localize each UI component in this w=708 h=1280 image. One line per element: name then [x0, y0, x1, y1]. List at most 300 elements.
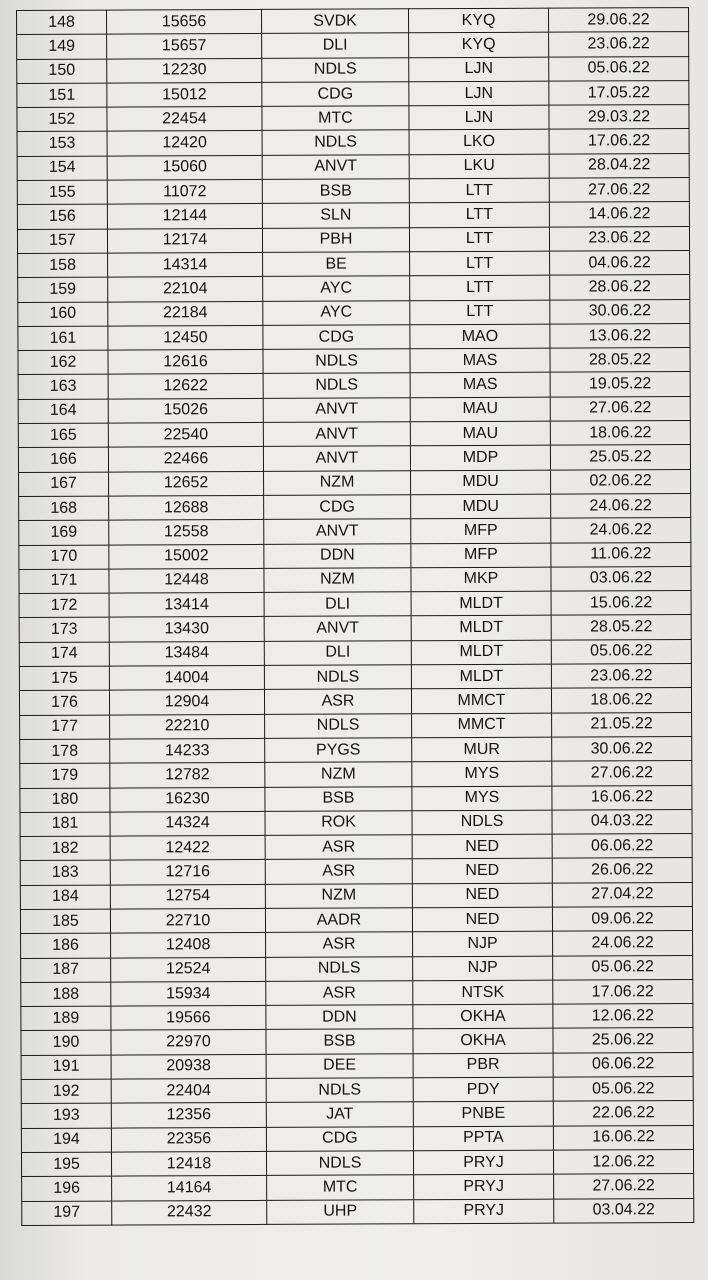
train-no-cell: 12616 — [108, 350, 263, 375]
train-no-cell: 15026 — [108, 398, 263, 423]
origin-station-cell: NDLS — [262, 57, 409, 82]
origin-station-cell: ANVT — [262, 155, 409, 180]
origin-station-cell: MTC — [267, 1175, 414, 1200]
destination-station-cell: NED — [412, 859, 552, 884]
origin-station-cell: ASR — [264, 689, 411, 714]
train-no-cell: 14233 — [110, 738, 265, 763]
serial-no-cell: 151 — [17, 83, 107, 108]
table-row — [17, 178, 689, 205]
train-table — [16, 7, 694, 1226]
train-no-cell: 12782 — [110, 763, 265, 788]
date-cell: 06.06.22 — [553, 1052, 693, 1077]
destination-station-cell: LTT — [409, 178, 549, 203]
date-cell: 24.06.22 — [551, 518, 691, 543]
train-no-cell: 12716 — [110, 860, 265, 885]
origin-station-cell: JAT — [266, 1102, 413, 1127]
origin-station-cell: BSB — [266, 1029, 413, 1054]
table-row — [17, 8, 689, 35]
table-row — [17, 32, 689, 59]
destination-station-cell: LTT — [409, 203, 549, 228]
train-no-cell: 12904 — [109, 690, 264, 715]
serial-no-cell: 187 — [21, 958, 111, 983]
serial-no-cell: 152 — [17, 107, 107, 132]
serial-no-cell: 177 — [20, 715, 110, 740]
train-no-cell: 15002 — [109, 544, 264, 569]
destination-station-cell: MDU — [411, 494, 551, 519]
origin-station-cell: SLN — [262, 203, 409, 228]
date-cell: 30.06.22 — [550, 299, 690, 324]
table-row — [21, 1004, 693, 1031]
destination-station-cell: LTT — [410, 275, 550, 300]
origin-station-cell: ASR — [266, 981, 413, 1006]
date-cell: 26.06.22 — [552, 858, 692, 883]
destination-station-cell: PDY — [413, 1077, 553, 1102]
destination-station-cell: LKO — [409, 130, 549, 155]
serial-no-cell: 159 — [18, 277, 108, 302]
train-no-cell: 12144 — [107, 204, 262, 229]
destination-station-cell: MFP — [411, 518, 551, 543]
table-row — [18, 251, 690, 278]
train-no-cell: 22404 — [111, 1078, 266, 1103]
train-no-cell: 14004 — [109, 665, 264, 690]
serial-no-cell: 194 — [21, 1128, 111, 1153]
table-row — [18, 372, 690, 399]
table-row — [21, 1150, 693, 1177]
origin-station-cell: MTC — [262, 106, 409, 131]
train-no-cell: 22432 — [112, 1200, 267, 1225]
table-row — [18, 421, 690, 448]
serial-no-cell: 163 — [18, 375, 108, 400]
date-cell: 23.06.22 — [549, 32, 689, 57]
serial-no-cell: 154 — [17, 156, 107, 181]
origin-station-cell: DDN — [266, 1005, 413, 1030]
train-no-cell: 12622 — [108, 374, 263, 399]
serial-no-cell: 161 — [18, 326, 108, 351]
destination-station-cell: MFP — [411, 543, 551, 568]
serial-no-cell: 191 — [21, 1055, 111, 1080]
train-no-cell: 14324 — [110, 811, 265, 836]
train-no-cell: 15657 — [107, 34, 262, 59]
origin-station-cell: NZM — [264, 470, 411, 495]
date-cell: 27.04.22 — [552, 882, 692, 907]
origin-station-cell: NDLS — [264, 665, 411, 690]
table-row — [21, 1028, 693, 1055]
date-cell: 23.06.22 — [549, 226, 689, 251]
serial-no-cell: 153 — [17, 132, 107, 157]
serial-no-cell: 157 — [17, 229, 107, 254]
train-no-cell: 12450 — [108, 325, 263, 350]
train-no-cell: 11072 — [107, 180, 262, 205]
table-row — [19, 493, 691, 520]
origin-station-cell: NDLS — [262, 130, 409, 155]
table-row — [22, 1174, 694, 1201]
origin-station-cell: CDG — [263, 325, 410, 350]
serial-no-cell: 175 — [19, 666, 109, 691]
train-no-cell: 12230 — [107, 58, 262, 83]
date-cell: 16.06.22 — [553, 1125, 693, 1150]
serial-no-cell: 148 — [17, 10, 107, 35]
table-row — [21, 979, 693, 1006]
date-cell: 17.06.22 — [553, 979, 693, 1004]
train-no-cell: 13430 — [109, 617, 264, 642]
date-cell: 04.06.22 — [550, 251, 690, 276]
date-cell: 24.06.22 — [551, 493, 691, 518]
date-cell: 04.03.22 — [552, 809, 692, 834]
train-no-cell: 15934 — [111, 981, 266, 1006]
table-row — [19, 639, 691, 666]
destination-station-cell: KYQ — [409, 32, 549, 57]
destination-station-cell: MLDT — [411, 591, 551, 616]
destination-station-cell: MLDT — [411, 640, 551, 665]
table-row — [21, 931, 693, 958]
date-cell: 05.06.22 — [551, 639, 691, 664]
origin-station-cell: BSB — [265, 786, 412, 811]
origin-station-cell: BSB — [262, 179, 409, 204]
origin-station-cell: NDLS — [266, 1151, 413, 1176]
table-row — [21, 955, 693, 982]
destination-station-cell: OKHA — [413, 1029, 553, 1054]
origin-station-cell: SVDK — [261, 9, 408, 34]
destination-station-cell: PBR — [413, 1053, 553, 1078]
serial-no-cell: 156 — [17, 204, 107, 229]
table-row — [17, 105, 689, 132]
destination-station-cell: MAU — [410, 421, 550, 446]
destination-station-cell: MMCT — [412, 713, 552, 738]
table-row — [17, 129, 689, 156]
origin-station-cell: NDLS — [263, 373, 410, 398]
train-no-cell: 22540 — [108, 422, 263, 447]
serial-no-cell: 190 — [21, 1031, 111, 1056]
destination-station-cell: MAU — [410, 397, 550, 422]
date-cell: 29.06.22 — [548, 8, 688, 33]
train-no-cell: 22710 — [110, 908, 265, 933]
table-row — [21, 1125, 693, 1152]
serial-no-cell: 171 — [19, 569, 109, 594]
date-cell: 27.06.22 — [552, 761, 692, 786]
origin-station-cell: NDLS — [266, 1078, 413, 1103]
table-row — [18, 348, 690, 375]
date-cell: 29.03.22 — [549, 105, 689, 130]
train-table-body — [17, 8, 694, 1226]
date-cell: 15.06.22 — [551, 591, 691, 616]
date-cell: 06.06.22 — [552, 834, 692, 859]
destination-station-cell: MLDT — [411, 616, 551, 641]
destination-station-cell: LTT — [409, 227, 549, 252]
destination-station-cell: MDP — [410, 446, 550, 471]
date-cell: 24.06.22 — [553, 931, 693, 956]
date-cell: 16.06.22 — [552, 785, 692, 810]
date-cell: 22.06.22 — [553, 1101, 693, 1126]
train-no-cell: 12524 — [111, 957, 266, 982]
serial-no-cell: 193 — [21, 1103, 111, 1128]
origin-station-cell: DEE — [266, 1054, 413, 1079]
train-no-cell: 16230 — [110, 787, 265, 812]
train-no-cell: 12418 — [111, 1151, 266, 1176]
date-cell: 13.06.22 — [550, 323, 690, 348]
train-no-cell: 22104 — [108, 277, 263, 302]
origin-station-cell: DLI — [264, 641, 411, 666]
origin-station-cell: ASR — [265, 835, 412, 860]
table-row — [17, 202, 689, 229]
destination-station-cell: MYS — [412, 761, 552, 786]
table-row — [19, 688, 691, 715]
table-row — [19, 566, 691, 593]
train-no-cell: 12420 — [107, 131, 262, 156]
date-cell: 09.06.22 — [552, 907, 692, 932]
train-no-cell: 22210 — [110, 714, 265, 739]
date-cell: 27.06.22 — [549, 178, 689, 203]
serial-no-cell: 168 — [19, 496, 109, 521]
origin-station-cell: ASR — [266, 932, 413, 957]
train-no-cell: 19566 — [111, 1006, 266, 1031]
date-cell: 27.06.22 — [550, 396, 690, 421]
table-row — [20, 761, 692, 788]
train-no-cell: 22466 — [108, 447, 263, 472]
origin-station-cell: BE — [263, 252, 410, 277]
date-cell: 14.06.22 — [549, 202, 689, 227]
train-no-cell: 22970 — [111, 1030, 266, 1055]
serial-no-cell: 185 — [20, 909, 110, 934]
date-cell: 17.05.22 — [549, 80, 689, 105]
serial-no-cell: 188 — [21, 982, 111, 1007]
origin-station-cell: AYC — [263, 300, 410, 325]
destination-station-cell: MAS — [410, 348, 550, 373]
serial-no-cell: 170 — [19, 545, 109, 570]
table-row — [20, 882, 692, 909]
destination-station-cell: NED — [412, 907, 552, 932]
date-cell: 11.06.22 — [551, 542, 691, 567]
destination-station-cell: MAO — [410, 324, 550, 349]
date-cell: 05.06.22 — [549, 56, 689, 81]
table-row — [19, 615, 691, 642]
date-cell: 27.06.22 — [554, 1174, 694, 1199]
table-row — [20, 809, 692, 836]
origin-station-cell: PYGS — [265, 738, 412, 763]
date-cell: 03.04.22 — [554, 1198, 694, 1223]
destination-station-cell: LJN — [409, 105, 549, 130]
train-no-cell: 15060 — [107, 155, 262, 180]
train-no-cell: 22454 — [107, 107, 262, 132]
destination-station-cell: NJP — [413, 956, 553, 981]
table-row — [20, 785, 692, 812]
origin-station-cell: DDN — [264, 543, 411, 568]
destination-station-cell: NJP — [413, 931, 553, 956]
table-row — [19, 591, 691, 618]
serial-no-cell: 197 — [22, 1201, 112, 1226]
destination-station-cell: NED — [412, 834, 552, 859]
destination-station-cell: PRYJ — [413, 1150, 553, 1175]
destination-station-cell: LJN — [409, 81, 549, 106]
date-cell: 28.05.22 — [551, 615, 691, 640]
date-cell: 12.06.22 — [553, 1150, 693, 1175]
train-no-cell: 12408 — [111, 933, 266, 958]
serial-no-cell: 179 — [20, 763, 110, 788]
origin-station-cell: ANVT — [263, 398, 410, 423]
table-row — [19, 518, 691, 545]
serial-no-cell: 164 — [18, 399, 108, 424]
table-row — [19, 469, 691, 496]
train-no-cell: 12652 — [109, 471, 264, 496]
serial-no-cell: 176 — [19, 690, 109, 715]
serial-no-cell: 183 — [20, 860, 110, 885]
serial-no-cell: 166 — [18, 447, 108, 472]
table-row — [20, 858, 692, 885]
train-no-cell: 22184 — [108, 301, 263, 326]
table-row — [18, 445, 690, 472]
origin-station-cell: CDG — [266, 1126, 413, 1151]
destination-station-cell: LTT — [410, 251, 550, 276]
train-no-cell: 12558 — [109, 520, 264, 545]
origin-station-cell: DLI — [264, 592, 411, 617]
origin-station-cell: ROK — [265, 811, 412, 836]
serial-no-cell: 173 — [19, 618, 109, 643]
date-cell: 19.05.22 — [550, 372, 690, 397]
serial-no-cell: 181 — [20, 812, 110, 837]
serial-no-cell: 184 — [20, 885, 110, 910]
serial-no-cell: 189 — [21, 1006, 111, 1031]
destination-station-cell: PRYJ — [414, 1174, 554, 1199]
origin-station-cell: NDLS — [265, 713, 412, 738]
train-no-cell: 15012 — [107, 82, 262, 107]
table-row — [22, 1198, 694, 1225]
serial-no-cell: 155 — [17, 180, 107, 205]
train-no-cell: 12356 — [111, 1103, 266, 1128]
date-cell: 23.06.22 — [551, 664, 691, 689]
date-cell: 30.06.22 — [552, 736, 692, 761]
date-cell: 17.06.22 — [549, 129, 689, 154]
date-cell: 18.06.22 — [550, 421, 690, 446]
origin-station-cell: NDLS — [263, 349, 410, 374]
table-row — [21, 1077, 693, 1104]
origin-station-cell: AADR — [265, 908, 412, 933]
date-cell: 05.06.22 — [553, 955, 693, 980]
date-cell: 28.06.22 — [550, 275, 690, 300]
serial-no-cell: 169 — [19, 520, 109, 545]
table-row — [17, 56, 689, 83]
train-no-cell: 14164 — [112, 1176, 267, 1201]
origin-station-cell: NZM — [265, 762, 412, 787]
origin-station-cell: ANVT — [264, 616, 411, 641]
destination-station-cell: MKP — [411, 567, 551, 592]
table-row — [21, 1101, 693, 1128]
date-cell: 05.06.22 — [553, 1077, 693, 1102]
train-no-cell: 12754 — [110, 884, 265, 909]
date-cell: 12.06.22 — [553, 1004, 693, 1029]
origin-station-cell: DLI — [262, 33, 409, 58]
origin-station-cell: AYC — [263, 276, 410, 301]
serial-no-cell: 149 — [17, 34, 107, 59]
date-cell: 28.05.22 — [550, 348, 690, 373]
train-no-cell: 20938 — [111, 1054, 266, 1079]
origin-station-cell: ANVT — [264, 519, 411, 544]
destination-station-cell: LKU — [409, 154, 549, 179]
serial-no-cell: 172 — [19, 593, 109, 618]
serial-no-cell: 182 — [20, 836, 110, 861]
table-row — [20, 736, 692, 763]
origin-station-cell: ASR — [265, 859, 412, 884]
destination-station-cell: MDU — [411, 470, 551, 495]
date-cell: 18.06.22 — [551, 688, 691, 713]
destination-station-cell: KYQ — [408, 8, 548, 33]
date-cell: 21.05.22 — [552, 712, 692, 737]
train-no-cell: 12448 — [109, 568, 264, 593]
destination-station-cell: MLDT — [411, 664, 551, 689]
origin-station-cell: ANVT — [263, 422, 410, 447]
table-row — [19, 542, 691, 569]
origin-station-cell: UHP — [267, 1199, 414, 1224]
destination-station-cell: LJN — [409, 57, 549, 82]
destination-station-cell: PPTA — [413, 1126, 553, 1151]
serial-no-cell: 162 — [18, 350, 108, 375]
table-row — [18, 396, 690, 423]
train-no-cell: 13414 — [109, 593, 264, 618]
serial-no-cell: 178 — [20, 739, 110, 764]
destination-station-cell: NDLS — [412, 810, 552, 835]
origin-station-cell: NZM — [265, 883, 412, 908]
date-cell: 02.06.22 — [551, 469, 691, 494]
serial-no-cell: 158 — [18, 253, 108, 278]
table-row — [17, 153, 689, 180]
table-row — [20, 907, 692, 934]
serial-no-cell: 174 — [19, 642, 109, 667]
train-no-cell: 12422 — [110, 836, 265, 861]
table-row — [20, 712, 692, 739]
origin-station-cell: CDG — [264, 495, 411, 520]
train-no-cell: 13484 — [109, 641, 264, 666]
serial-no-cell: 186 — [21, 933, 111, 958]
train-no-cell: 14314 — [108, 252, 263, 277]
table-row — [20, 834, 692, 861]
date-cell: 03.06.22 — [551, 566, 691, 591]
train-no-cell: 15656 — [107, 9, 262, 34]
origin-station-cell: ANVT — [263, 446, 410, 471]
destination-station-cell: PNBE — [413, 1102, 553, 1127]
origin-station-cell: CDG — [262, 82, 409, 107]
destination-station-cell: NED — [412, 883, 552, 908]
destination-station-cell: OKHA — [413, 1004, 553, 1029]
table-row — [17, 226, 689, 253]
origin-station-cell: NDLS — [266, 956, 413, 981]
serial-no-cell: 150 — [17, 59, 107, 84]
train-no-cell: 12174 — [107, 228, 262, 253]
table-row — [17, 80, 689, 107]
table-row — [18, 323, 690, 350]
destination-station-cell: MAS — [410, 373, 550, 398]
serial-no-cell: 195 — [21, 1152, 111, 1177]
destination-station-cell: PRYJ — [414, 1199, 554, 1224]
serial-no-cell: 196 — [22, 1176, 112, 1201]
table-row — [18, 275, 690, 302]
destination-station-cell: MMCT — [411, 688, 551, 713]
table-row — [21, 1052, 693, 1079]
destination-station-cell: MUR — [412, 737, 552, 762]
destination-station-cell: LTT — [410, 300, 550, 325]
serial-no-cell: 180 — [20, 788, 110, 813]
serial-no-cell: 167 — [19, 472, 109, 497]
serial-no-cell: 192 — [21, 1079, 111, 1104]
date-cell: 28.04.22 — [549, 153, 689, 178]
origin-station-cell: NZM — [264, 568, 411, 593]
table-row — [19, 664, 691, 691]
destination-station-cell: NTSK — [413, 980, 553, 1005]
date-cell: 25.05.22 — [550, 445, 690, 470]
serial-no-cell: 160 — [18, 302, 108, 327]
train-no-cell: 22356 — [111, 1127, 266, 1152]
table-row — [18, 299, 690, 326]
date-cell: 25.06.22 — [553, 1028, 693, 1053]
serial-no-cell: 165 — [18, 423, 108, 448]
origin-station-cell: PBH — [262, 227, 409, 252]
